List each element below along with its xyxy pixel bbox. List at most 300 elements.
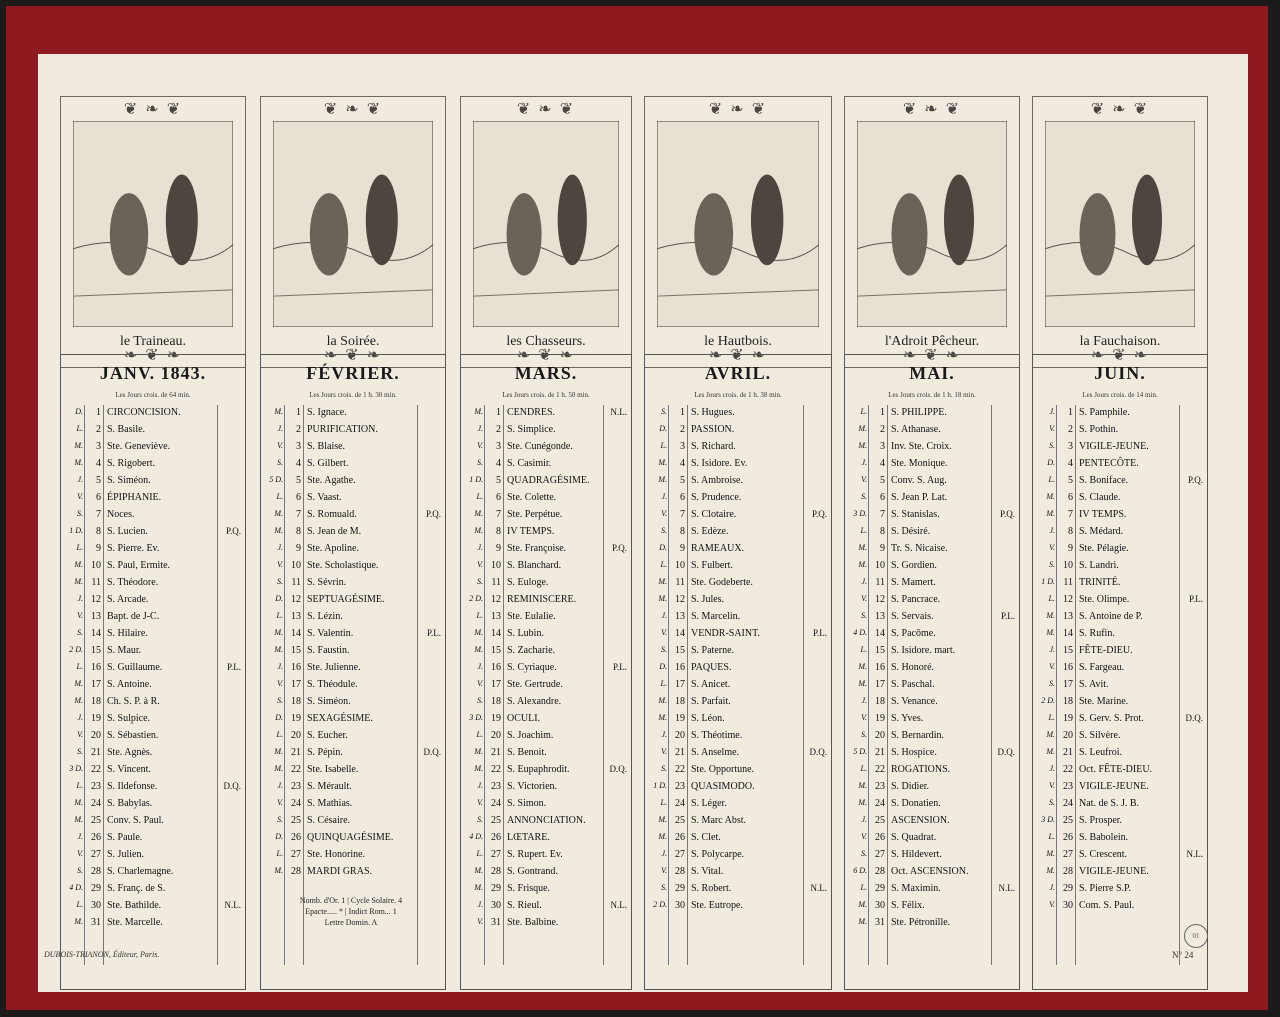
saint-name: S. Didier. [891, 781, 930, 792]
day-row [845, 643, 1019, 660]
saint-name: Ste. Monique. [891, 458, 948, 469]
day-number: 15 [675, 645, 685, 656]
saint-name: RAMEAUX. [691, 543, 745, 554]
weekday: M. [474, 866, 483, 875]
day-row [1033, 694, 1207, 711]
weekday: J. [277, 781, 283, 790]
saint-name: S. Servais. [891, 611, 934, 622]
saint-name: FÊTE-DIEU. [1079, 645, 1133, 656]
weekday: L. [660, 798, 667, 807]
weekday: S. [477, 696, 483, 705]
weekday: V. [661, 509, 667, 518]
day-row [645, 881, 831, 898]
day-row [645, 422, 831, 439]
weekday: L. [476, 611, 483, 620]
saint-name: S. Isidore. mart. [891, 645, 956, 656]
day-row [645, 456, 831, 473]
day-number: 24 [875, 798, 885, 809]
weekday: L. [860, 526, 867, 535]
day-number: 30 [1063, 900, 1073, 911]
day-number: 20 [1063, 730, 1073, 741]
saint-name: S. Lézin. [307, 611, 343, 622]
weekday: V. [1049, 662, 1055, 671]
saint-name: S. Lubin. [507, 628, 544, 639]
day-row [645, 626, 831, 643]
day-number: 17 [91, 679, 101, 690]
saint-name: S. Pierre S.P. [1079, 883, 1131, 894]
day-number: 20 [875, 730, 885, 741]
day-number: 5 [1068, 475, 1073, 486]
saint-name: S. Théodore. [107, 577, 159, 588]
day-number: 19 [291, 713, 301, 724]
weekday: V. [77, 611, 83, 620]
weekday: S. [477, 577, 483, 586]
day-number: 1 [1068, 407, 1073, 418]
saint-name: S. Antoine. [107, 679, 152, 690]
weekday: S. [661, 407, 667, 416]
day-row [845, 660, 1019, 677]
day-number: 30 [491, 900, 501, 911]
day-row [261, 728, 445, 745]
saint-name: S. Anselme. [691, 747, 740, 758]
weekday: L. [476, 492, 483, 501]
saint-name: Oct. FÊTE-DIEU. [1079, 764, 1153, 775]
weekday: M. [74, 815, 83, 824]
saint-name: REMINISCERE. [507, 594, 577, 605]
saint-name: S. Médard. [1079, 526, 1124, 537]
day-row [845, 694, 1019, 711]
weekday: M. [658, 577, 667, 586]
day-number: 4 [96, 458, 101, 469]
day-row [461, 592, 631, 609]
day-number: 14 [875, 628, 885, 639]
saint-name: MARDI GRAS. [307, 866, 373, 877]
day-row [645, 507, 831, 524]
day-row [1033, 711, 1207, 728]
weekday: M. [1046, 509, 1055, 518]
computus-line: Nomb. d'Or. 1 | Cycle Solaire. 4 [299, 896, 403, 905]
publisher-imprint: DUBOIS-TRIANON, Éditeur, Paris. [44, 950, 160, 959]
day-number: 28 [875, 866, 885, 877]
weekday: V. [277, 441, 283, 450]
weekday: 3 D. [469, 713, 483, 722]
day-number: 5 [880, 475, 885, 486]
day-row [645, 439, 831, 456]
day-number: 28 [1063, 866, 1073, 877]
day-row [261, 609, 445, 626]
saint-name: S. Eucher. [307, 730, 348, 741]
day-length-note: Les Jours crois. de 1 h. 18 min. [888, 391, 976, 399]
day-number: 15 [291, 645, 301, 656]
day-number: 27 [1063, 849, 1073, 860]
day-row [1033, 490, 1207, 507]
weekday: 4 D. [69, 883, 83, 892]
saint-name: Ste. Marcelle. [107, 917, 163, 928]
saint-name: Ste. Eutrope. [691, 900, 743, 911]
saint-name: S. Frisque. [507, 883, 551, 894]
weekday: V. [477, 917, 483, 926]
day-number: 24 [91, 798, 101, 809]
weekday: J. [477, 662, 483, 671]
day-number: 7 [96, 509, 101, 520]
day-row [645, 643, 831, 660]
weekday: V. [77, 492, 83, 501]
day-number: 7 [880, 509, 885, 520]
engraving-illustration [1045, 121, 1195, 327]
day-number: 20 [91, 730, 101, 741]
day-row [61, 847, 245, 864]
weekday: J. [1049, 764, 1055, 773]
day-row [1033, 524, 1207, 541]
saint-name: S. Richard. [691, 441, 736, 452]
saint-name: SEXAGÉSIME. [307, 713, 373, 724]
saint-name: LŒTARE. [507, 832, 550, 843]
moon-phase: P.L. [1000, 611, 1015, 621]
weekday: L. [860, 764, 867, 773]
day-number: 21 [291, 747, 301, 758]
day-row [845, 711, 1019, 728]
weekday: S. [1049, 798, 1055, 807]
saint-name: Ste. Geneviève. [107, 441, 171, 452]
saint-name: S. PHILIPPE. [891, 407, 947, 418]
vignette-frame [60, 96, 246, 368]
day-row [645, 677, 831, 694]
weekday: 5 D. [853, 747, 867, 756]
weekday: L. [76, 662, 83, 671]
day-row [1033, 864, 1207, 881]
weekday: S. [861, 492, 867, 501]
weekday: M. [74, 577, 83, 586]
day-number: 28 [491, 866, 501, 877]
day-row [845, 541, 1019, 558]
day-number: 7 [680, 509, 685, 520]
vignette-caption: le Hautbois. [704, 334, 772, 349]
ornament-icon: ❦ ❧ ❦ [516, 101, 576, 118]
day-row [61, 422, 245, 439]
saint-name: S. Ildefonse. [107, 781, 158, 792]
saint-name: S. Vaast. [307, 492, 342, 503]
moon-phase: P.Q. [1187, 475, 1203, 485]
weekday: M. [474, 645, 483, 654]
moon-phase: P.L. [1188, 594, 1203, 604]
day-list [261, 405, 445, 881]
weekday: J. [1049, 407, 1055, 416]
weekday: L. [1048, 713, 1055, 722]
day-number: 1 [496, 407, 501, 418]
day-number: 23 [1063, 781, 1073, 792]
day-row [261, 473, 445, 490]
moon-phase: N.L. [610, 900, 627, 910]
weekday: L. [276, 611, 283, 620]
saint-name: S. Rieul. [507, 900, 542, 911]
day-number: 27 [675, 849, 685, 860]
saint-name: Ste. Marine. [1079, 696, 1129, 707]
weekday: M. [658, 713, 667, 722]
day-number: 13 [91, 611, 101, 622]
day-number: 22 [291, 764, 301, 775]
day-row [645, 558, 831, 575]
collection-stamp: 01 [1184, 924, 1208, 948]
saint-name: S. Donatien. [891, 798, 941, 809]
weekday: M. [858, 560, 867, 569]
weekday: S. [1049, 441, 1055, 450]
weekday: 4 D. [469, 832, 483, 841]
weekday: V. [661, 628, 667, 637]
day-row [461, 456, 631, 473]
saint-name: S. Rupert. Ev. [507, 849, 563, 860]
month-name: FÉVRIER. [306, 363, 400, 383]
day-number: 21 [491, 747, 501, 758]
saint-name: S. Fulbert. [691, 560, 733, 571]
day-row [261, 847, 445, 864]
day-row [845, 796, 1019, 813]
day-number: 14 [675, 628, 685, 639]
weekday: L. [276, 492, 283, 501]
day-row [261, 660, 445, 677]
saint-name: Ste. Balbine. [507, 917, 559, 928]
day-row [261, 507, 445, 524]
saint-name: S. Jean de M. [307, 526, 362, 537]
day-row [61, 830, 245, 847]
day-number: 11 [875, 577, 885, 588]
day-number: 13 [1063, 611, 1073, 622]
weekday: M. [474, 764, 483, 773]
weekday: M. [74, 441, 83, 450]
day-row [461, 609, 631, 626]
day-row [845, 762, 1019, 779]
day-number: 13 [675, 611, 685, 622]
saint-name: S. Fargeau. [1079, 662, 1125, 673]
moon-phase: P.L. [812, 628, 827, 638]
weekday: M. [1046, 866, 1055, 875]
saint-name: S. Basile. [107, 424, 146, 435]
saint-name: S. Lucien. [107, 526, 148, 537]
day-row [61, 456, 245, 473]
saint-name: S. Vincent. [107, 764, 151, 775]
day-row [1033, 422, 1207, 439]
weekday: M. [274, 628, 283, 637]
day-list [1033, 405, 1207, 915]
moon-phase: D.Q. [1185, 713, 1203, 723]
weekday: 2 D. [1041, 696, 1055, 705]
saint-name: S. Arcade. [107, 594, 149, 605]
moon-phase: P.L. [612, 662, 627, 672]
day-row [645, 490, 831, 507]
weekday: S. [477, 815, 483, 824]
saint-name: S. Sévrin. [307, 577, 347, 588]
weekday: V. [861, 594, 867, 603]
day-number: 18 [91, 696, 101, 707]
day-row [261, 490, 445, 507]
day-row [261, 796, 445, 813]
saint-name: S. Hildevert. [891, 849, 942, 860]
weekday: J. [1049, 645, 1055, 654]
day-number: 26 [875, 832, 885, 843]
saint-name: PASSION. [691, 424, 735, 435]
weekday: L. [76, 424, 83, 433]
saint-name: S. Marc Abst. [691, 815, 746, 826]
weekday: V. [861, 475, 867, 484]
day-number: 9 [496, 543, 501, 554]
day-row [645, 728, 831, 745]
day-number: 6 [96, 492, 101, 503]
weekday: M. [658, 458, 667, 467]
weekday: S. [77, 628, 83, 637]
ornament-icon: ❧ ❦ ❧ [902, 347, 962, 364]
day-number: 31 [875, 917, 885, 928]
day-number: 15 [875, 645, 885, 656]
day-number: 3 [496, 441, 501, 452]
weekday: S. [477, 458, 483, 467]
saint-name: S. Stanislas. [891, 509, 940, 520]
saint-name: Ste. Isabelle. [307, 764, 359, 775]
saint-name: S. Théodule. [307, 679, 358, 690]
day-number: 10 [675, 560, 685, 571]
day-number: 5 [680, 475, 685, 486]
saint-name: S. Césaire. [307, 815, 351, 826]
day-row [1033, 677, 1207, 694]
saint-name: S. Franç. de S. [107, 883, 166, 894]
ornament-icon: ❧ ❦ ❧ [1090, 347, 1150, 364]
saint-name: Ste. Colette. [507, 492, 557, 503]
day-row [645, 541, 831, 558]
day-row [845, 779, 1019, 796]
day-row [61, 490, 245, 507]
weekday: 1 D. [653, 781, 667, 790]
saint-name: CENDRES. [507, 407, 556, 418]
moon-phase: D.Q. [609, 764, 627, 774]
saint-name: S. Désiré. [891, 526, 931, 537]
day-number: 5 [296, 475, 301, 486]
saint-name: S. Isidore. Ev. [691, 458, 748, 469]
moon-phase: D.Q. [223, 781, 241, 791]
weekday: D. [275, 832, 283, 841]
saint-name: S. Euloge. [507, 577, 549, 588]
day-number: 29 [875, 883, 885, 894]
day-number: 18 [675, 696, 685, 707]
saint-name: PURIFICATION. [307, 424, 378, 435]
saint-name: S. Parfait. [691, 696, 731, 707]
weekday: J. [861, 458, 867, 467]
weekday: L. [476, 730, 483, 739]
day-number: 3 [680, 441, 685, 452]
saint-name: S. Edèze. [691, 526, 729, 537]
saint-name: Ste. Bathilde. [107, 900, 162, 911]
vignette-caption: la Fauchaison. [1079, 334, 1161, 349]
saint-name: S. Romuald. [307, 509, 357, 520]
saint-name: QUINQUAGÉSIME. [307, 832, 394, 843]
weekday: M. [274, 526, 283, 535]
day-row [61, 762, 245, 779]
saint-name: VIGILE-JEUNE. [1079, 781, 1149, 792]
vignette-frame [644, 96, 832, 368]
weekday: M. [1046, 492, 1055, 501]
weekday: J. [861, 815, 867, 824]
day-row [1033, 881, 1207, 898]
day-number: 28 [91, 866, 101, 877]
day-number: 30 [675, 900, 685, 911]
saint-name: OCULI. [507, 713, 541, 724]
day-number: 28 [675, 866, 685, 877]
day-row [645, 711, 831, 728]
weekday: M. [858, 917, 867, 926]
weekday: S. [77, 509, 83, 518]
day-row [1033, 779, 1207, 796]
day-number: 12 [491, 594, 501, 605]
day-number: 4 [880, 458, 885, 469]
day-number: 17 [875, 679, 885, 690]
saint-name: Nat. de S. J. B. [1079, 798, 1139, 809]
day-number: 14 [491, 628, 501, 639]
day-row [645, 660, 831, 677]
day-number: 17 [1063, 679, 1073, 690]
day-row [61, 677, 245, 694]
day-row [845, 728, 1019, 745]
engraving-illustration [473, 121, 619, 327]
ornament-icon: ❦ ❧ ❦ [123, 101, 183, 118]
day-row [61, 643, 245, 660]
day-number: 27 [291, 849, 301, 860]
day-number: 19 [875, 713, 885, 724]
saint-name: S. Faustin. [307, 645, 350, 656]
day-number: 3 [296, 441, 301, 452]
day-number: 5 [96, 475, 101, 486]
day-row [845, 575, 1019, 592]
day-row [845, 473, 1019, 490]
day-number: 19 [1063, 713, 1073, 724]
day-row [461, 643, 631, 660]
day-row [461, 881, 631, 898]
day-number: 31 [91, 917, 101, 928]
day-number: 29 [675, 883, 685, 894]
weekday: M. [658, 832, 667, 841]
saint-name: S. Anicet. [691, 679, 731, 690]
day-number: 2 [880, 424, 885, 435]
day-number: 10 [91, 560, 101, 571]
moon-phase: N.L. [1186, 849, 1203, 859]
day-row [261, 626, 445, 643]
weekday: J. [661, 492, 667, 501]
day-row [61, 626, 245, 643]
weekday: M. [274, 407, 283, 416]
weekday: M. [858, 679, 867, 688]
day-row [261, 439, 445, 456]
saint-name: S. Clotaire. [691, 509, 737, 520]
saint-name: S. Antoine de P. [1079, 611, 1143, 622]
day-number: 16 [291, 662, 301, 673]
weekday: S. [861, 730, 867, 739]
saint-name: S. Honoré. [891, 662, 935, 673]
day-row [1033, 439, 1207, 456]
saint-name: S. Blaise. [307, 441, 346, 452]
moon-phase: D.Q. [423, 747, 441, 757]
weekday: M. [858, 424, 867, 433]
saint-name: S. Victorien. [507, 781, 558, 792]
day-row [845, 864, 1019, 881]
saint-name: Tr. S. Nicaise. [891, 543, 948, 554]
weekday: S. [77, 747, 83, 756]
day-row [261, 864, 445, 881]
day-row [461, 507, 631, 524]
day-row [261, 762, 445, 779]
weekday: 6 D. [853, 866, 867, 875]
day-row [645, 813, 831, 830]
day-number: 8 [496, 526, 501, 537]
day-number: 21 [1063, 747, 1073, 758]
weekday: S. [861, 849, 867, 858]
day-row [845, 813, 1019, 830]
weekday: D. [275, 594, 283, 603]
